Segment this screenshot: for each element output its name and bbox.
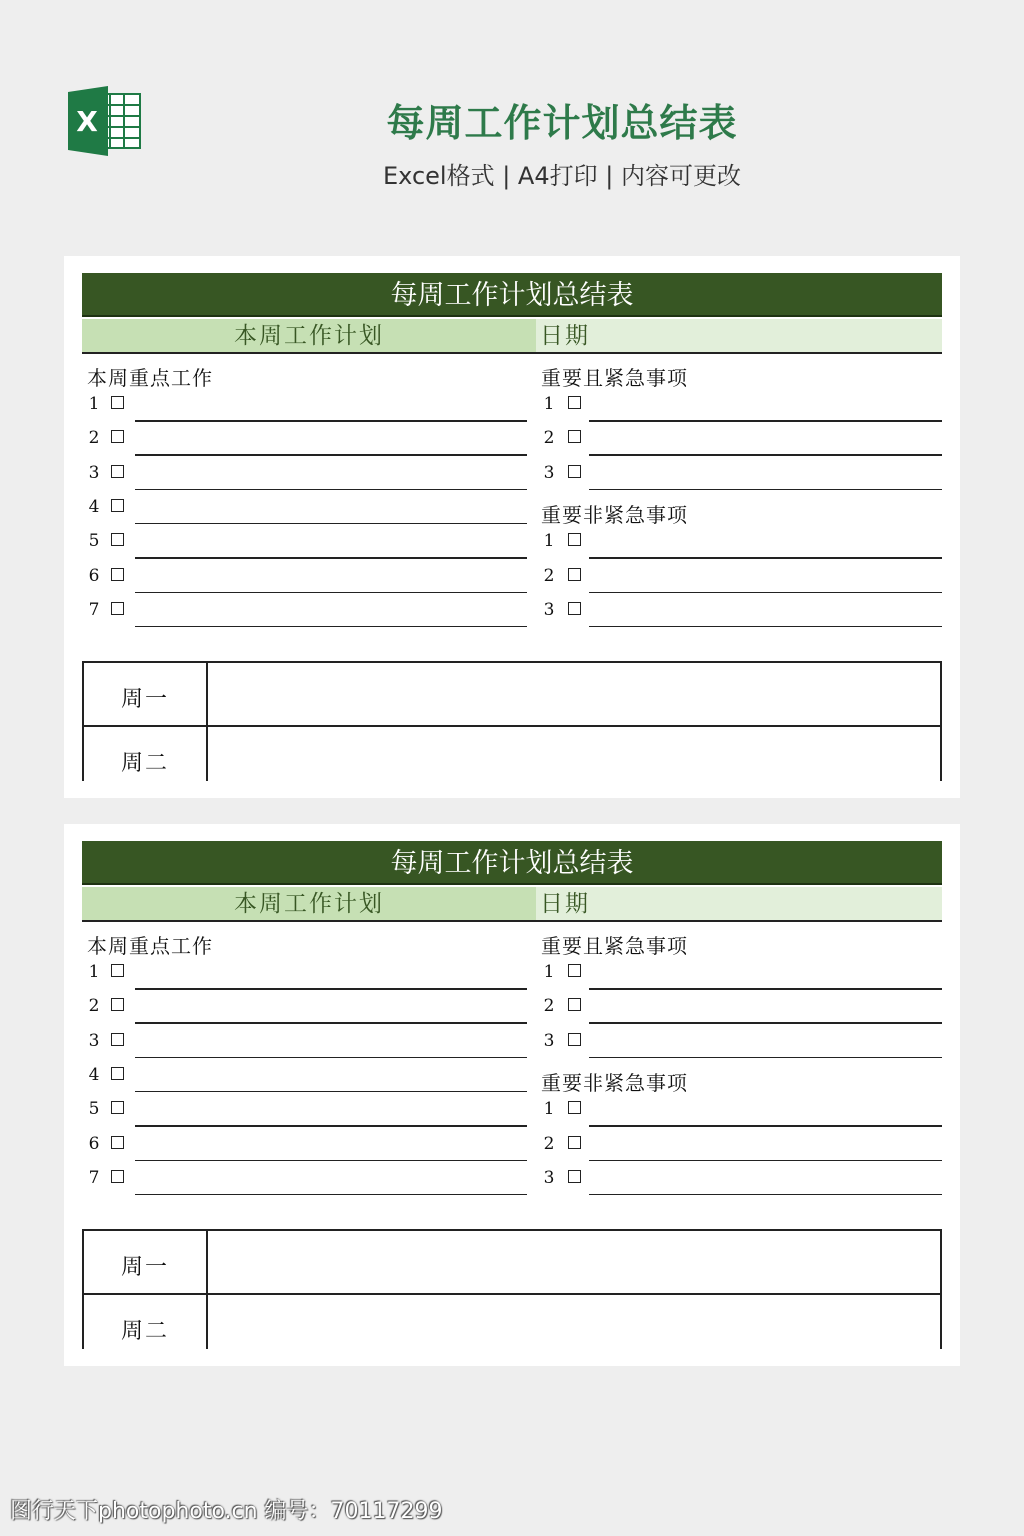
task-checkbox[interactable] xyxy=(111,1170,124,1183)
task-write-line[interactable] xyxy=(589,557,942,559)
row-number: 2 xyxy=(543,996,555,1017)
row-number: 7 xyxy=(88,599,100,620)
task-write-line[interactable] xyxy=(135,592,527,594)
header-divider xyxy=(82,352,942,354)
task-write-line[interactable] xyxy=(135,489,527,491)
task-write-line[interactable] xyxy=(135,1022,527,1024)
task-checkbox[interactable] xyxy=(568,998,581,1011)
row-number: 4 xyxy=(88,496,100,517)
key-work-label: 本周重点工作 xyxy=(87,366,213,390)
row-number: 1 xyxy=(543,962,555,982)
row-number: 5 xyxy=(88,531,100,552)
task-write-line[interactable] xyxy=(589,988,942,990)
task-checkbox[interactable] xyxy=(111,1067,124,1080)
row-number: 4 xyxy=(88,1064,100,1085)
task-write-line[interactable] xyxy=(135,1125,527,1127)
day-content-cell[interactable] xyxy=(208,727,940,789)
task-checkbox[interactable] xyxy=(568,1136,581,1149)
task-checkbox[interactable] xyxy=(568,396,581,409)
row-number: 2 xyxy=(543,1133,555,1154)
task-checkbox[interactable] xyxy=(111,1033,124,1046)
task-write-line[interactable] xyxy=(589,454,942,456)
task-checkbox[interactable] xyxy=(111,499,124,512)
task-write-line[interactable] xyxy=(135,454,527,456)
task-write-line[interactable] xyxy=(589,1160,942,1162)
non-urgent-label: 重要非紧急事项 xyxy=(541,1071,688,1095)
row-number: 2 xyxy=(543,565,555,586)
task-write-line[interactable] xyxy=(135,988,527,990)
task-checkbox[interactable] xyxy=(568,1101,581,1114)
logo-letter: X xyxy=(76,105,98,138)
day-content-cell[interactable] xyxy=(208,663,940,725)
urgent-label: 重要且紧急事项 xyxy=(541,934,688,958)
row-number: 3 xyxy=(543,462,555,483)
row-number: 3 xyxy=(543,599,555,620)
task-checkbox[interactable] xyxy=(111,1101,124,1114)
task-write-line[interactable] xyxy=(135,1091,527,1093)
header-divider xyxy=(82,920,942,922)
row-number: 3 xyxy=(88,462,100,483)
weekly-plan-header: 本周工作计划 xyxy=(82,319,536,352)
task-checkbox[interactable] xyxy=(568,602,581,615)
row-number: 3 xyxy=(88,1030,100,1051)
task-write-line[interactable] xyxy=(135,420,527,422)
task-checkbox[interactable] xyxy=(568,430,581,443)
task-checkbox[interactable] xyxy=(111,430,124,443)
task-checkbox[interactable] xyxy=(568,465,581,478)
task-write-line[interactable] xyxy=(589,1194,942,1196)
row-number: 2 xyxy=(88,428,100,449)
plan-sheet xyxy=(64,824,960,1366)
date-header[interactable]: 日期 xyxy=(536,319,942,352)
task-write-line[interactable] xyxy=(589,626,942,628)
task-checkbox[interactable] xyxy=(568,533,581,546)
task-write-line[interactable] xyxy=(589,420,942,422)
row-number: 1 xyxy=(543,531,555,552)
task-write-line[interactable] xyxy=(589,1022,942,1024)
task-checkbox[interactable] xyxy=(111,533,124,546)
sheet-title: 每周工作计划总结表 xyxy=(82,273,942,317)
task-write-line[interactable] xyxy=(589,1057,942,1059)
row-number: 7 xyxy=(88,1167,100,1188)
date-header[interactable]: 日期 xyxy=(536,887,942,920)
daily-table xyxy=(82,661,942,781)
task-checkbox[interactable] xyxy=(111,1136,124,1149)
weekly-plan-header: 本周工作计划 xyxy=(82,887,536,920)
task-write-line[interactable] xyxy=(135,557,527,559)
task-write-line[interactable] xyxy=(135,523,527,525)
urgent-label: 重要且紧急事项 xyxy=(541,366,688,390)
task-write-line[interactable] xyxy=(135,626,527,628)
task-checkbox[interactable] xyxy=(568,1033,581,1046)
row-number: 3 xyxy=(543,1167,555,1188)
row-number: 2 xyxy=(543,428,555,449)
task-checkbox[interactable] xyxy=(568,568,581,581)
row-number: 2 xyxy=(88,996,100,1017)
task-checkbox[interactable] xyxy=(111,568,124,581)
row-number: 3 xyxy=(543,1030,555,1051)
non-urgent-label: 重要非紧急事项 xyxy=(541,503,688,527)
task-checkbox[interactable] xyxy=(568,964,581,977)
task-checkbox[interactable] xyxy=(111,602,124,615)
task-checkbox[interactable] xyxy=(111,396,124,409)
row-number: 5 xyxy=(88,1099,100,1120)
day-label: 周一 xyxy=(120,1255,169,1280)
task-checkbox[interactable] xyxy=(111,998,124,1011)
watermark-text: 图行天下photophoto.cn 编号：70117299 xyxy=(10,1499,443,1524)
task-checkbox[interactable] xyxy=(111,964,124,977)
day-label: 周二 xyxy=(120,1319,169,1344)
row-number: 1 xyxy=(543,394,555,414)
day-content-cell[interactable] xyxy=(208,1231,940,1293)
task-checkbox[interactable] xyxy=(568,1170,581,1183)
page-subtitle: Excel格式 | A4打印 | 内容可更改 xyxy=(383,162,741,190)
task-write-line[interactable] xyxy=(589,592,942,594)
row-number: 1 xyxy=(543,1099,555,1120)
daily-table xyxy=(82,1229,942,1349)
plan-sheet xyxy=(64,256,960,798)
task-write-line[interactable] xyxy=(135,1057,527,1059)
task-write-line[interactable] xyxy=(135,1160,527,1162)
day-label: 周一 xyxy=(120,687,169,712)
day-content-cell[interactable] xyxy=(208,1295,940,1357)
page-title: 每周工作计划总结表 xyxy=(386,101,738,145)
row-number: 6 xyxy=(88,1133,100,1154)
day-label: 周二 xyxy=(120,751,169,776)
task-write-line[interactable] xyxy=(135,1194,527,1196)
task-checkbox[interactable] xyxy=(111,465,124,478)
task-write-line[interactable] xyxy=(589,489,942,491)
task-write-line[interactable] xyxy=(589,1125,942,1127)
key-work-label: 本周重点工作 xyxy=(87,934,213,958)
row-number: 6 xyxy=(88,565,100,586)
sheet-title: 每周工作计划总结表 xyxy=(82,841,942,885)
row-number: 1 xyxy=(88,394,100,414)
row-number: 1 xyxy=(88,962,100,982)
